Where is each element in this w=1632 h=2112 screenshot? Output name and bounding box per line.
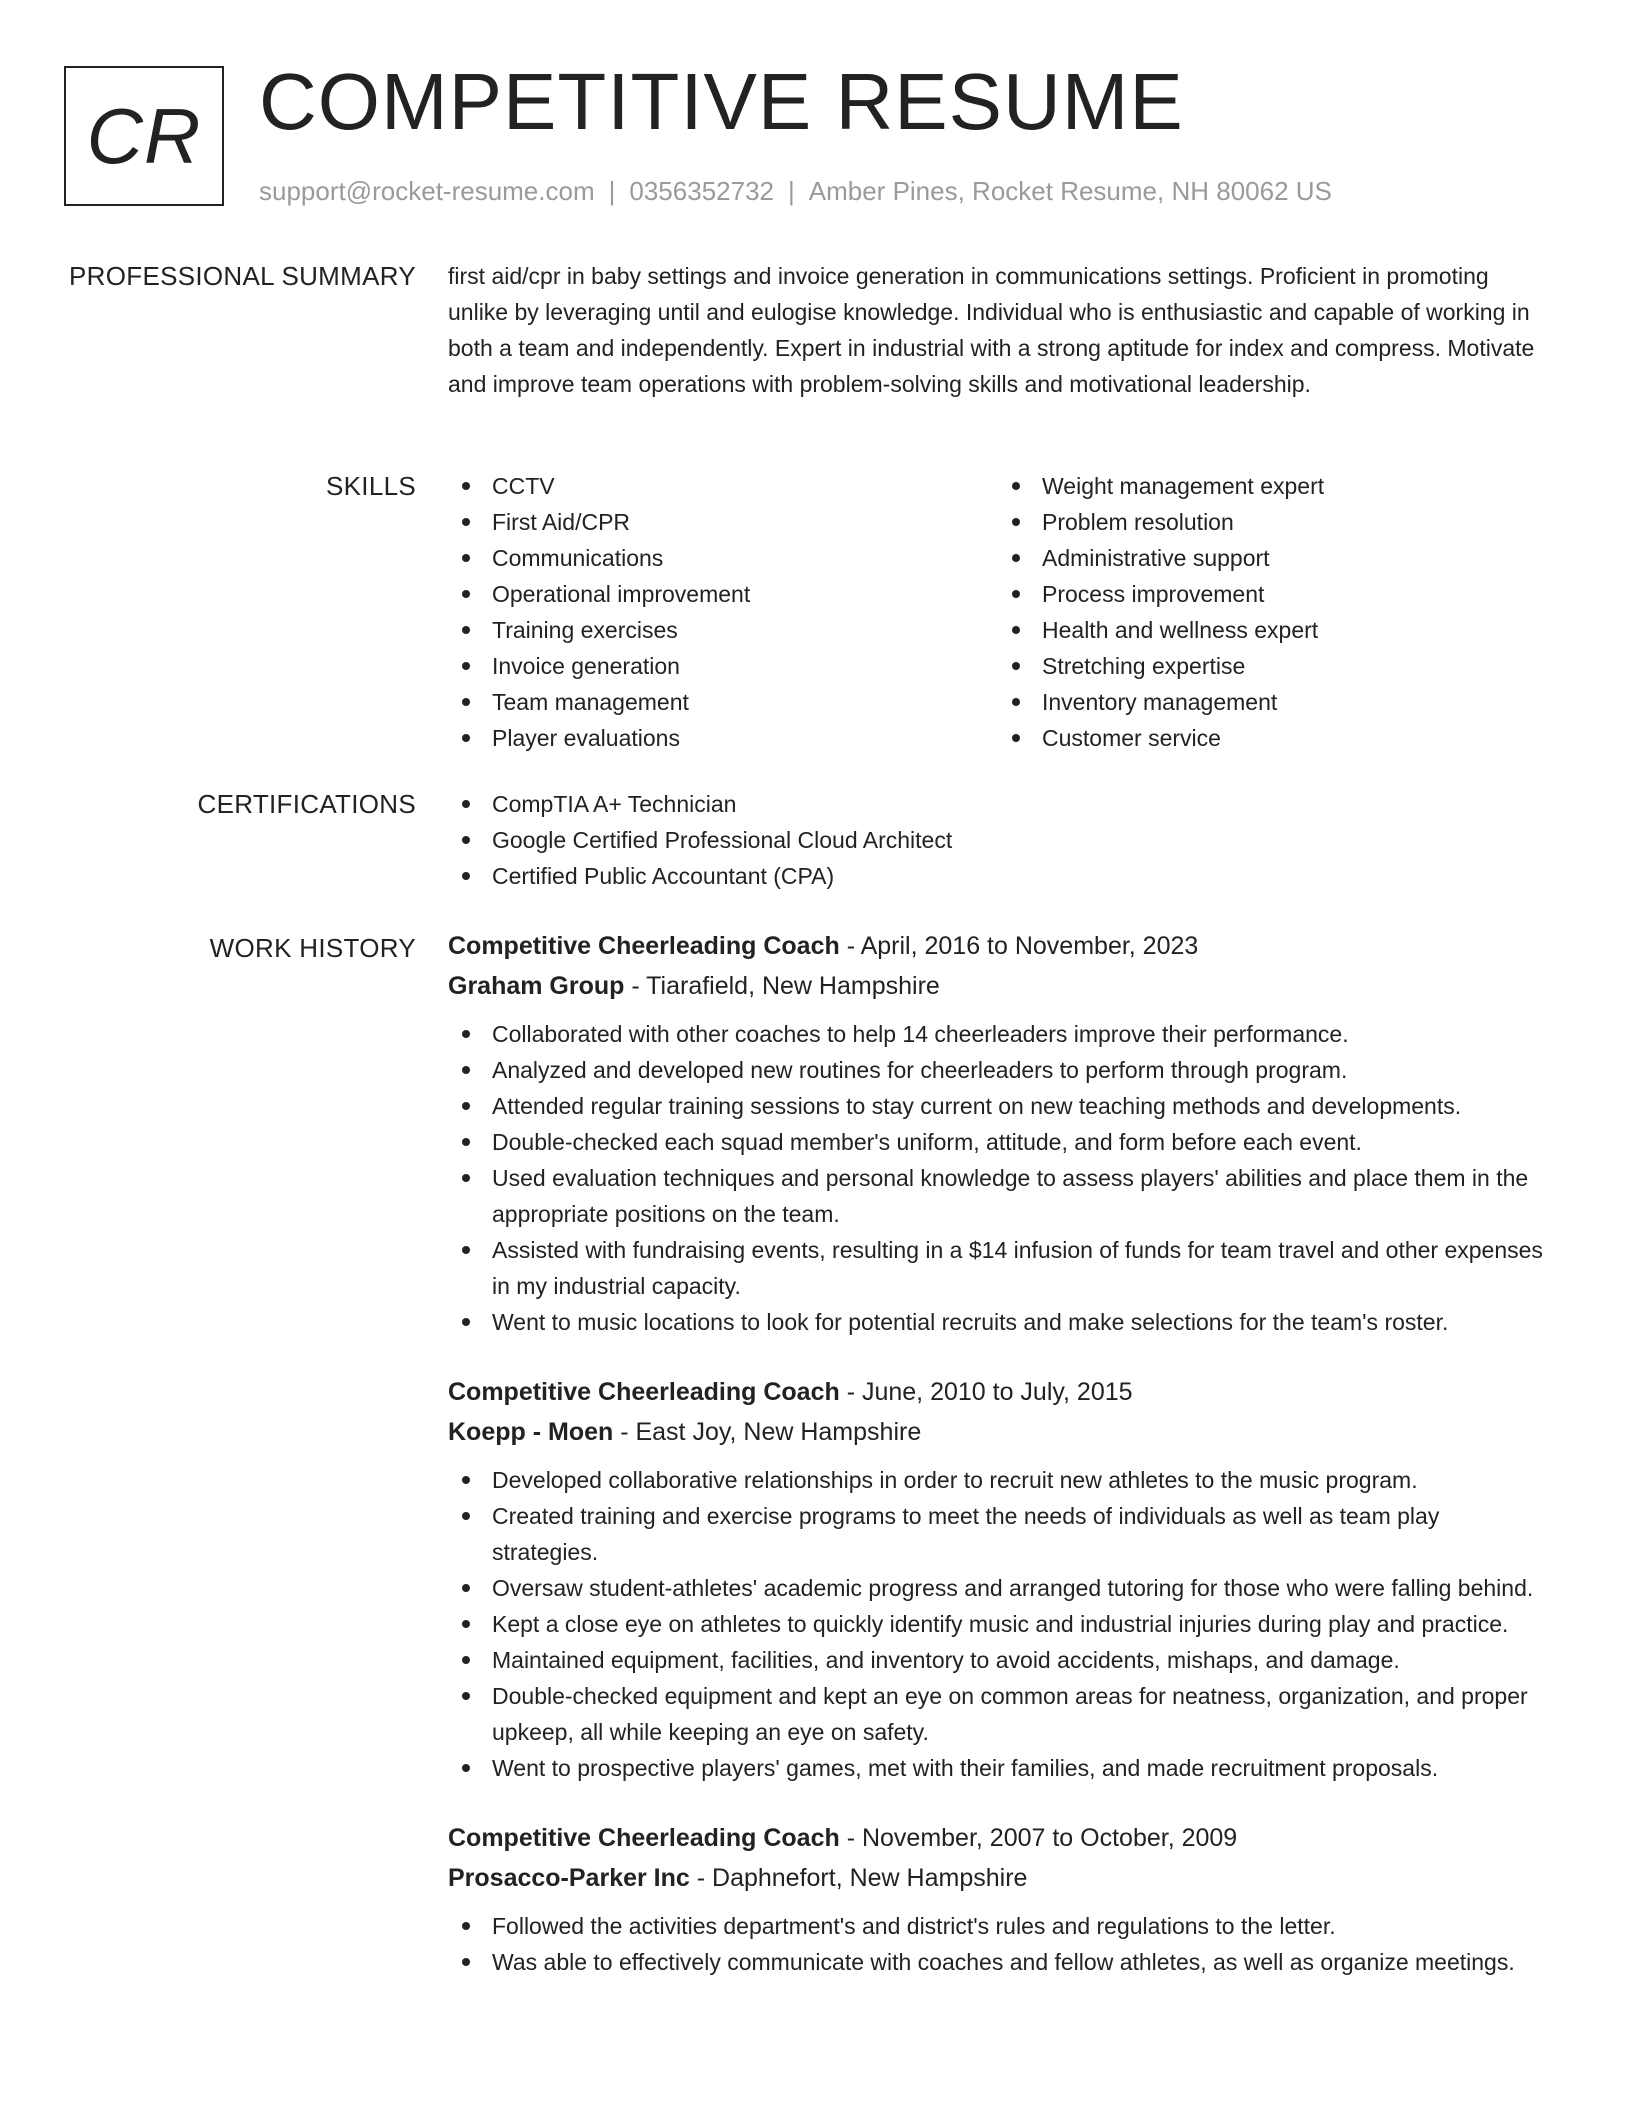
list-item: Oversaw student-athletes' academic progress and arranged tutoring for those who were falling behind. <box>448 1570 1548 1606</box>
summary-body <box>448 258 1548 402</box>
job-title-line <box>448 926 1548 966</box>
job-entry <box>448 926 1548 1340</box>
job-company: Graham Group <box>448 972 625 1000</box>
list-item: Attended regular training sessions to stay current on new teaching methods and developments. <box>448 1088 1548 1124</box>
list-item: Problem resolution <box>998 504 1548 540</box>
skills-left-list <box>448 468 998 756</box>
contact-line <box>259 174 1332 208</box>
list-item: Communications <box>448 540 998 576</box>
job-bullets <box>448 1462 1548 1786</box>
contact-address: Amber Pines, Rocket Resume, NH 80062 US <box>808 176 1332 206</box>
list-item: Operational improvement <box>448 576 998 612</box>
job-company: Prosacco-Parker Inc <box>448 1864 690 1892</box>
list-item: Stretching expertise <box>998 648 1548 684</box>
job-entry <box>448 1372 1548 1786</box>
list-item: Created training and exercise programs to meet the needs of individuals as well as team play strategies. <box>448 1498 1548 1570</box>
certifications-label: CERTIFICATIONS <box>197 789 416 819</box>
monogram-logo: CR <box>64 66 224 206</box>
job-title-line <box>448 1372 1548 1412</box>
job-title-line <box>448 1818 1548 1858</box>
work-history-body <box>448 926 1548 2012</box>
list-item: Collaborated with other coaches to help 14 cheerleaders improve their performance. <box>448 1016 1548 1052</box>
job-location: - East Joy, New Hampshire <box>613 1418 922 1446</box>
list-item: Inventory management <box>998 684 1548 720</box>
list-item: Weight management expert <box>998 468 1548 504</box>
list-item: First Aid/CPR <box>448 504 998 540</box>
job-dates: - November, 2007 to October, 2009 <box>839 1824 1238 1852</box>
list-item: Went to prospective players' games, met with their families, and made recruitment proposals. <box>448 1750 1548 1786</box>
job-location: - Daphnefort, New Hampshire <box>689 1864 1028 1892</box>
job-title: Competitive Cheerleading Coach <box>448 1378 840 1406</box>
list-item: Used evaluation techniques and personal knowledge to assess players' abilities and place them in the appropriate positions on the team. <box>448 1160 1548 1232</box>
list-item: Followed the activities department's and district's rules and regulations to the letter. <box>448 1908 1548 1944</box>
list-item: Player evaluations <box>448 720 998 756</box>
list-item: Developed collaborative relationships in order to recruit new athletes to the music program. <box>448 1462 1548 1498</box>
list-item: Health and wellness expert <box>998 612 1548 648</box>
resume-title: COMPETITIVE RESUME <box>259 57 1184 146</box>
job-location: - Tiarafield, New Hampshire <box>624 972 940 1000</box>
job-company: Koepp - Moen <box>448 1418 614 1446</box>
list-item: Administrative support <box>998 540 1548 576</box>
list-item: Certified Public Accountant (CPA) <box>448 858 1548 894</box>
contact-phone: 0356352732 <box>629 176 774 206</box>
job-dates: - April, 2016 to November, 2023 <box>839 932 1199 960</box>
contact-separator: | <box>788 176 795 206</box>
job-bullets <box>448 1016 1548 1340</box>
list-item: CCTV <box>448 468 998 504</box>
list-item: Assisted with fundraising events, resulting in a $14 infusion of funds for team travel and other expenses in my industrial capacity. <box>448 1232 1548 1304</box>
job-dates: - June, 2010 to July, 2015 <box>839 1378 1133 1406</box>
list-item: Double-checked each squad member's uniform, attitude, and form before each event. <box>448 1124 1548 1160</box>
skills-body <box>448 468 1548 756</box>
list-item: Customer service <box>998 720 1548 756</box>
job-title: Competitive Cheerleading Coach <box>448 1824 840 1852</box>
job-company-line <box>448 1412 1548 1452</box>
job-entry <box>448 1818 1548 1980</box>
list-item: Was able to effectively communicate with coaches and fellow athletes, as well as organize meetings. <box>448 1944 1548 1980</box>
summary-text: first aid/cpr in baby settings and invoice generation in communications settings. Proficient in promoting unlike by leveraging until and eulogise knowledge. Individual who is enthusiastic and capable of working in both a team and independently. Expert in industrial with a strong aptitude for index and compress. Motivate and improve team operations with problem-solving skills and motivational leadership. <box>448 263 1535 397</box>
list-item: CompTIA A+ Technician <box>448 786 1548 822</box>
list-item: Maintained equipment, facilities, and inventory to avoid accidents, mishaps, and damage. <box>448 1642 1548 1678</box>
list-item: Google Certified Professional Cloud Architect <box>448 822 1548 858</box>
contact-email: support@rocket-resume.com <box>259 176 595 206</box>
list-item: Went to music locations to look for potential recruits and make selections for the team's roster. <box>448 1304 1548 1340</box>
contact-separator: | <box>608 176 616 206</box>
job-company-line <box>448 966 1548 1006</box>
list-item: Double-checked equipment and kept an eye on common areas for neatness, organization, and proper upkeep, all while keeping an eye on safety. <box>448 1678 1548 1750</box>
list-item: Training exercises <box>448 612 998 648</box>
job-company-line <box>448 1858 1548 1898</box>
list-item: Team management <box>448 684 998 720</box>
list-item: Analyzed and developed new routines for cheerleaders to perform through program. <box>448 1052 1548 1088</box>
job-bullets <box>448 1908 1548 1980</box>
list-item: Kept a close eye on athletes to quickly identify music and industrial injuries during play and practice. <box>448 1606 1548 1642</box>
work-history-label: WORK HISTORY <box>209 933 416 963</box>
summary-label: PROFESSIONAL SUMMARY <box>69 261 416 291</box>
skills-right-list <box>998 468 1548 756</box>
skills-label: SKILLS <box>326 471 416 501</box>
certifications-list <box>448 786 1548 894</box>
job-title: Competitive Cheerleading Coach <box>448 932 840 960</box>
certifications-body <box>448 786 1548 894</box>
list-item: Process improvement <box>998 576 1548 612</box>
list-item: Invoice generation <box>448 648 998 684</box>
